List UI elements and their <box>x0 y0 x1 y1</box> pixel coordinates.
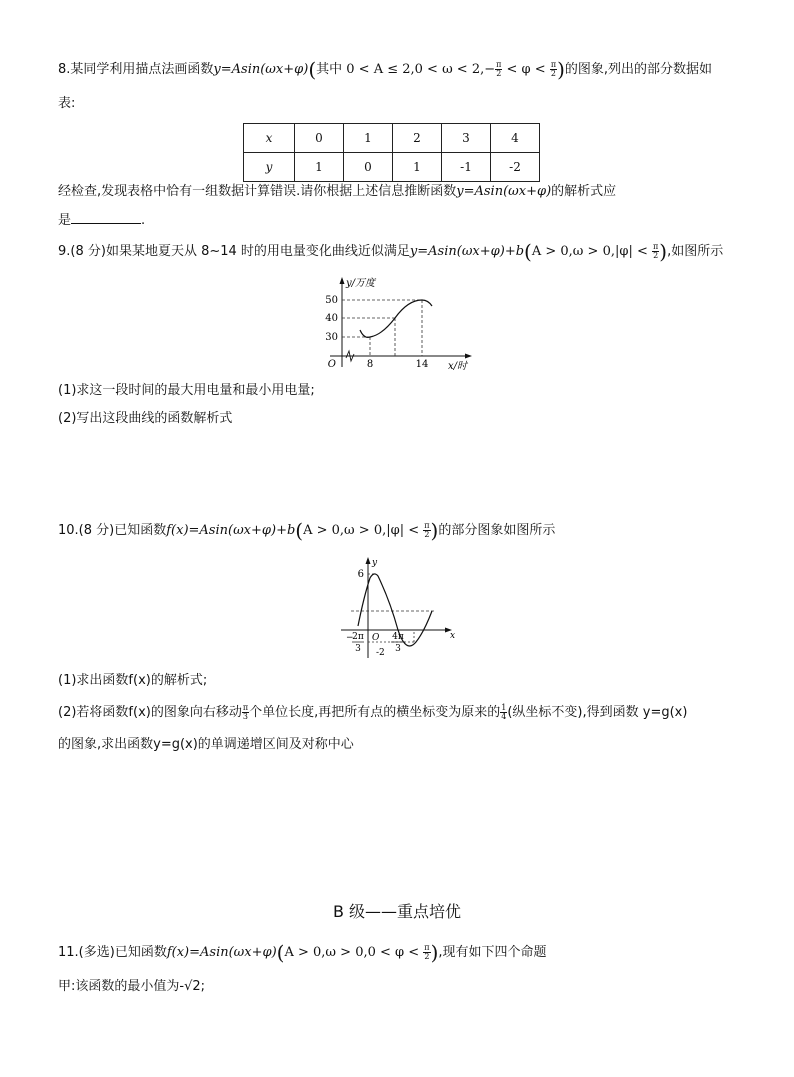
table-cell: -2 <box>491 153 540 182</box>
table-row <box>244 124 540 153</box>
xtick-8: 8 <box>366 359 374 370</box>
q9-cond: A > 0,ω > 0,|φ| < <box>531 244 652 259</box>
xtick-right-den: 3 <box>395 644 401 654</box>
q10-func: f(x)=Asin(ωx+φ)+b <box>166 523 296 538</box>
x-axis-label: x <box>450 631 456 641</box>
q11-line1 <box>58 940 547 965</box>
q11-jia: 甲:该函数的最小值为-√2; <box>58 979 206 994</box>
q8-line1 <box>58 57 713 82</box>
q8-func: y=Asin(ωx+φ) <box>213 62 309 77</box>
q8-cond-a: 0 < A ≤ 2,0 < ω < 2,− <box>346 62 496 77</box>
ytick-30: 30 <box>325 332 338 343</box>
paren-open: ( <box>295 518 304 543</box>
xtick-14: 14 <box>415 359 429 370</box>
table-cell: 0 <box>344 153 393 182</box>
ytick-6: 6 <box>357 569 364 580</box>
xtick-left-num: 2π <box>352 632 364 642</box>
table-cell: 4 <box>491 124 540 153</box>
y-axis-arrow <box>340 277 345 284</box>
ytick-50: 50 <box>325 295 338 306</box>
paren-close: ) <box>557 57 565 82</box>
q8-line4: 是 . <box>58 213 146 228</box>
q8-line2: 表: <box>58 96 76 111</box>
q10-prefix: 10.(8 分)已知函数 <box>58 523 167 538</box>
q9-part1: (1)求这一段时间的最大用电量和最小用电量; <box>58 383 315 398</box>
table-cell: 0 <box>295 124 344 153</box>
section-title: B 级——重点培优 <box>332 902 462 921</box>
paren-close: ) <box>430 518 439 543</box>
table-cell: 2 <box>393 124 442 153</box>
y-axis-label: y <box>372 558 378 568</box>
table-cell: 1 <box>295 153 344 182</box>
q11-suffix: ,现有如下四个命题 <box>438 945 547 960</box>
table-cell: 1 <box>393 153 442 182</box>
table-cell: 1 <box>344 124 393 153</box>
table-row <box>244 153 540 182</box>
ytick-neg2: -2 <box>376 648 385 658</box>
q9-suffix: ,如图所示 <box>667 244 724 259</box>
q11-func: f(x)=Asin(ωx+φ) <box>166 945 277 960</box>
q8-line3-a: 经检查,发现表格中恰有一组数据计算错误.请你根据上述信息推断函数 <box>58 184 457 199</box>
table-cell: y <box>244 153 295 182</box>
frac-1-4: $\frac{1}{4}$ <box>501 703 507 721</box>
q10-suffix: 的部分图象如图所示 <box>438 523 556 538</box>
q10-cond: A > 0,ω > 0,|φ| < <box>303 523 424 538</box>
q10-part2-a: (2)若将函数f(x)的图象向右移动 <box>58 705 242 720</box>
xtick-right-num: 4π <box>392 632 404 642</box>
ytick-40: 40 <box>325 313 338 324</box>
q11-cond: A > 0,ω > 0,0 < φ < <box>284 945 424 960</box>
q8-table <box>243 123 540 182</box>
q8-cond-b: < φ < <box>502 62 550 77</box>
answer-blank <box>71 211 141 224</box>
xtick-left-sign: − <box>346 633 354 643</box>
origin-label: O <box>372 633 380 643</box>
q10-figure <box>338 556 458 660</box>
table-cell: -1 <box>442 153 491 182</box>
frac-pi-2: $\frac{\pi}{2}$ <box>496 60 502 78</box>
q8-suffix: 的图象,列出的部分数据如 <box>564 62 713 77</box>
frac-pi-2: $\frac{\pi}{2}$ <box>424 943 430 961</box>
y-axis-label: y/万度 <box>346 278 376 289</box>
origin-label: O <box>327 359 336 370</box>
q8-line3-b: 的解析式应 <box>551 184 617 199</box>
q9-figure <box>310 275 480 375</box>
paren-close: ) <box>430 940 439 965</box>
x-axis-label: x/时 <box>448 361 468 372</box>
axis-break <box>346 351 354 361</box>
paren-open: ( <box>308 57 317 82</box>
paren-open: ( <box>276 940 285 965</box>
q10-part2-b: 个单位长度,再把所有点的横坐标变为原来的 <box>249 705 501 720</box>
q10-line1 <box>58 518 556 543</box>
q10-part2 <box>58 703 687 723</box>
frac-pi-2b: $\frac{\pi}{2}$ <box>550 60 557 78</box>
paren-open: ( <box>524 239 532 264</box>
q11-prefix: 11.(多选)已知函数 <box>58 945 167 960</box>
x-axis-arrow <box>465 354 472 359</box>
frac-pi-3: $\frac{\pi}{3}$ <box>242 703 249 721</box>
table-cell: x <box>244 124 295 153</box>
q10-part3: 的图象,求出函数y=g(x)的单调递增区间及对称中心 <box>58 737 354 752</box>
q8-cond-open: 其中 <box>316 62 347 77</box>
xtick-left-den: 3 <box>355 644 361 654</box>
q8-line3 <box>58 182 616 202</box>
table-cell: 3 <box>442 124 491 153</box>
q9-prefix: 9.(8 分)如果某地夏天从 8~14 时的用电量变化曲线近似满足 <box>58 244 410 259</box>
q9-func: y=Asin(ωx+φ)+b <box>409 244 525 259</box>
q10-part2-c: (纵坐标不变),得到函数 y=g(x) <box>507 705 688 720</box>
q9-part2: (2)写出这段曲线的函数解析式 <box>58 411 233 426</box>
q10-part1: (1)求出函数f(x)的解析式; <box>58 673 208 688</box>
power-curve <box>360 300 432 337</box>
y-axis-arrow <box>366 557 371 564</box>
q9-line1 <box>58 239 724 264</box>
frac-pi-2: $\frac{\pi}{2}$ <box>424 521 430 539</box>
paren-close: ) <box>659 239 668 264</box>
q8-prefix: 8.某同学利用描点法画函数 <box>58 62 214 77</box>
frac-pi-2: $\frac{\pi}{2}$ <box>653 242 659 260</box>
q8-line4-text: 是 <box>58 213 72 228</box>
q8-line3-func: y=Asin(ωx+φ) <box>456 184 552 199</box>
